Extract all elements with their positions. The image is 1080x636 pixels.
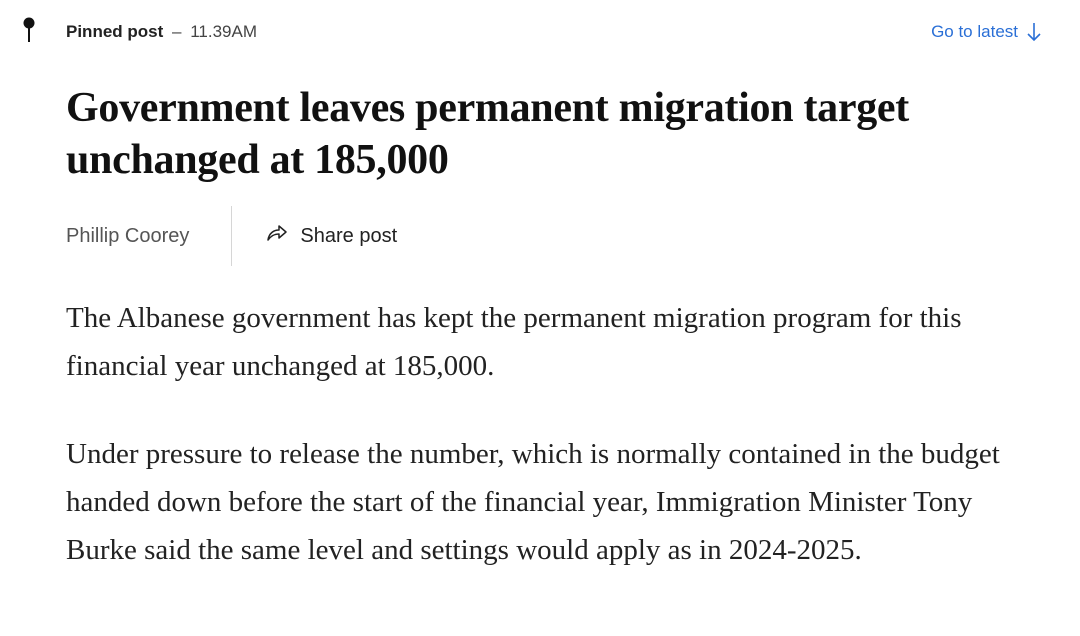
body-paragraph: The Albanese government has kept the permanent migration program for this financial year unchanged at 185,000. xyxy=(66,302,962,382)
share-post-label: Share post xyxy=(300,224,398,247)
pin-icon xyxy=(20,16,38,46)
post-body xyxy=(66,294,1041,614)
author-name[interactable]: Phillip Coorey xyxy=(66,224,190,247)
go-to-latest-link[interactable] xyxy=(931,22,1042,42)
post-headline: Government leaves permanent migration target unchanged at 185,000 xyxy=(66,85,909,183)
body-paragraph: Under pressure to release the number, which is normally contained in the budget handed down before the start of the financial year, Immigration Minister Tony Burke said the same level and settings would apply as in 2024-2025. xyxy=(66,438,1000,566)
byline xyxy=(66,206,397,266)
share-post-button[interactable] xyxy=(232,224,397,248)
meta-separator: – xyxy=(172,22,182,41)
arrow-down-icon xyxy=(1026,22,1042,42)
go-to-latest-label: Go to latest xyxy=(931,22,1018,41)
post-meta xyxy=(66,22,257,42)
share-arrow-icon xyxy=(266,224,288,248)
pinned-label: Pinned post xyxy=(66,22,164,41)
post-time: 11.39AM xyxy=(190,22,257,41)
